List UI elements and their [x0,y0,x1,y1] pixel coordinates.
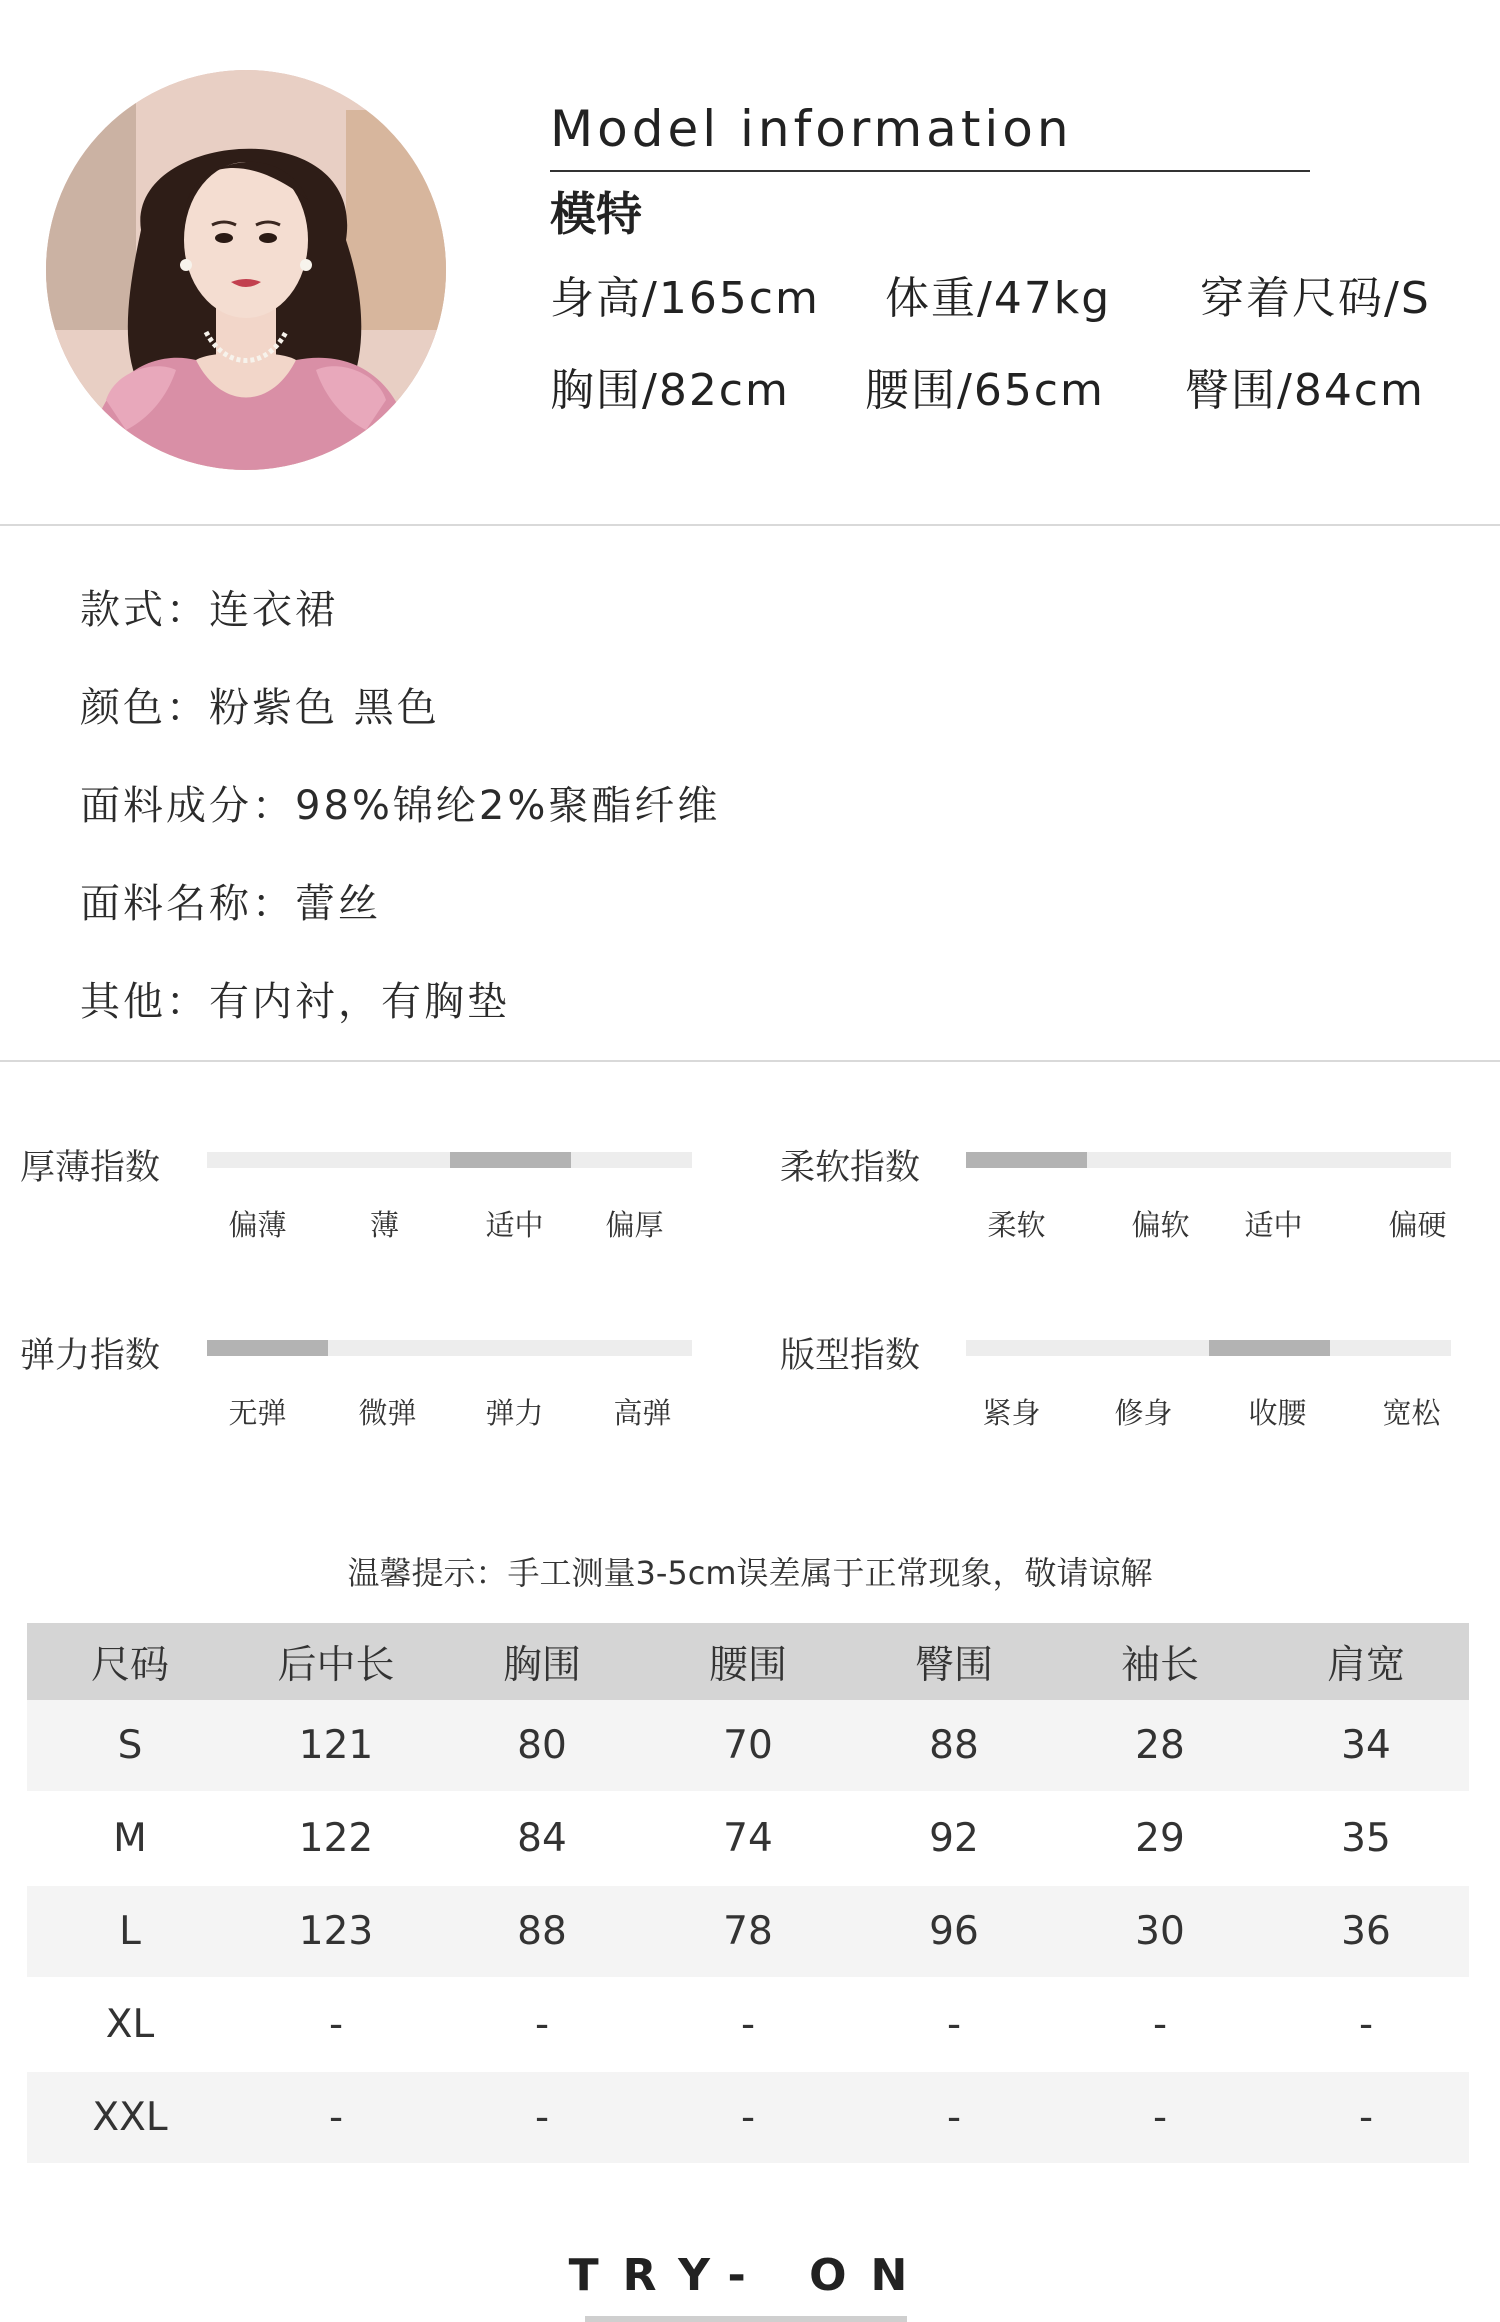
product-color: 颜色：粉紫色 黑色 [80,685,440,731]
elasticity-option: 微弹 [358,1396,417,1430]
measurement-notice: 温馨提示：手工测量3-5cm误差属于正常现象，敬请谅解 [347,1554,1153,1592]
product-other: 其他：有内衬，有胸垫 [80,979,510,1025]
table-cell: 84 [439,1792,645,1885]
fit-index-track [966,1340,1451,1356]
table-cell: 123 [233,1885,439,1978]
table-cell: - [439,1978,645,2071]
table-cell: - [439,2071,645,2164]
try-on-title: TRY- ON [568,2250,932,2301]
header-bust: 胸围 [439,1623,645,1700]
table-cell: - [645,1978,851,2071]
table-cell: 88 [851,1700,1057,1792]
header-back-length: 后中长 [233,1623,439,1700]
table-cell: L [27,1885,233,1978]
table-cell: XXL [27,2071,233,2164]
softness-index-fill [966,1152,1087,1168]
softness-index-track [966,1152,1451,1168]
size-table-header-row [27,1623,1469,1700]
thickness-option: 偏薄 [228,1208,287,1242]
table-cell: M [27,1792,233,1885]
table-cell: - [645,2071,851,2164]
header-sleeve: 袖长 [1057,1623,1263,1700]
model-height: 身高/165cm [550,273,820,324]
elasticity-option: 高弹 [613,1396,672,1430]
softness-option: 偏硬 [1388,1208,1447,1242]
fit-option: 紧身 [982,1396,1041,1430]
model-bust: 胸围/82cm [550,365,790,416]
fit-index-label: 版型指数 [780,1336,921,1376]
fit-option: 收腰 [1248,1396,1307,1430]
table-cell: - [233,2071,439,2164]
table-row [27,1792,1469,1885]
model-subtitle: 模特 [550,187,642,241]
table-row [27,1700,1469,1792]
fit-option: 宽松 [1382,1396,1441,1430]
fit-option: 修身 [1114,1396,1173,1430]
divider [0,1060,1500,1062]
thickness-option: 薄 [369,1208,399,1242]
table-cell: - [851,2071,1057,2164]
model-photo-illustration [46,70,446,470]
header-size: 尺码 [27,1623,233,1700]
table-cell: 80 [439,1700,645,1792]
model-title-rule [550,170,1310,172]
elasticity-index-track [207,1340,692,1356]
product-fabric: 面料名称：蕾丝 [80,881,381,927]
model-waist: 腰围/65cm [865,365,1105,416]
table-cell: 92 [851,1792,1057,1885]
table-cell: 70 [645,1700,851,1792]
table-row [27,1885,1469,1978]
elasticity-index-label: 弹力指数 [20,1336,161,1376]
table-cell: - [1263,2071,1469,2164]
table-row [27,1978,1469,2071]
table-cell: 74 [645,1792,851,1885]
softness-option: 偏软 [1131,1208,1190,1242]
table-cell: 78 [645,1885,851,1978]
table-cell: 29 [1057,1792,1263,1885]
table-cell: S [27,1700,233,1792]
model-hip: 臀围/84cm [1185,365,1425,416]
thickness-option: 偏厚 [605,1208,664,1242]
model-section [0,0,1500,525]
table-cell: 122 [233,1792,439,1885]
table-cell: - [851,1978,1057,2071]
table-cell: - [1057,1978,1263,2071]
table-cell: 96 [851,1885,1057,1978]
softness-option: 柔软 [987,1208,1046,1242]
table-cell: - [1263,1978,1469,2071]
header-waist: 腰围 [645,1623,851,1700]
table-cell: 34 [1263,1700,1469,1792]
product-style: 款式：连衣裙 [80,587,338,633]
softness-index-label: 柔软指数 [780,1148,921,1188]
table-cell: 30 [1057,1885,1263,1978]
table-cell: 36 [1263,1885,1469,1978]
softness-option: 适中 [1244,1208,1303,1242]
model-weight: 体重/47kg [885,273,1112,324]
try-on-rule [585,2316,907,2322]
elasticity-index-fill [207,1340,328,1356]
table-cell: XL [27,1978,233,2071]
table-cell: - [233,1978,439,2071]
table-cell: 35 [1263,1792,1469,1885]
thickness-index-label: 厚薄指数 [20,1148,161,1188]
table-cell: 28 [1057,1700,1263,1792]
table-cell: 88 [439,1885,645,1978]
header-hip: 臀围 [851,1623,1057,1700]
divider [0,524,1500,526]
model-size: 穿着尺码/S [1200,273,1431,324]
elasticity-option: 无弹 [228,1396,287,1430]
table-cell: - [1057,2071,1263,2164]
thickness-option: 适中 [485,1208,544,1242]
thickness-index-fill [450,1152,571,1168]
table-row [27,2071,1469,2164]
elasticity-option: 弹力 [485,1396,544,1430]
thickness-index-track [207,1152,692,1168]
header-shoulder: 肩宽 [1263,1623,1469,1700]
model-info-title: Model information [550,100,1073,158]
fit-index-fill [1209,1340,1330,1356]
size-table [27,1623,1469,2165]
table-cell: 121 [233,1700,439,1792]
product-composition: 面料成分：98%锦纶2%聚酯纤维 [80,783,721,829]
model-avatar [46,70,446,470]
